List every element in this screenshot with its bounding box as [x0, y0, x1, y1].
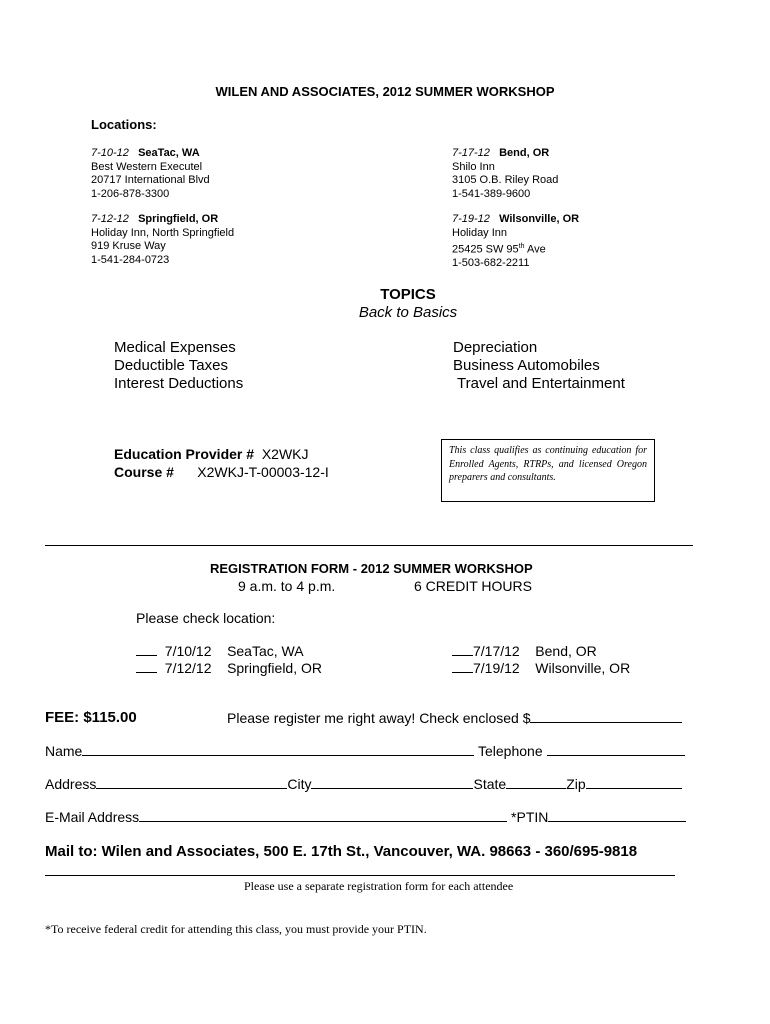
location-date: 7-12-12	[91, 213, 129, 225]
provider-line	[114, 446, 309, 462]
location-city: Springfield, OR	[138, 213, 219, 225]
location-springfield	[91, 213, 234, 267]
location-venue: Holiday Inn	[452, 226, 508, 239]
registration-hours: 9 a.m. to 4 p.m.	[238, 578, 336, 594]
checkbox-blank[interactable]	[452, 660, 473, 673]
name-row	[45, 743, 685, 759]
location-date: 7-10-12	[91, 147, 129, 159]
location-seatac	[91, 147, 210, 201]
registration-heading: REGISTRATION FORM - 2012 SUMMER WORKSHOP	[210, 561, 533, 576]
course-label: Course #	[114, 464, 174, 480]
location-address: 3105 O.B. Riley Road	[452, 174, 559, 186]
option-date: 7/10/12	[164, 643, 212, 659]
checkbox-blank[interactable]	[452, 643, 473, 656]
location-address: 919 Kruse Way	[91, 240, 166, 252]
check-enclosed-line	[227, 710, 682, 726]
locations-heading: Locations:	[91, 117, 157, 132]
location-phone: 1-541-284-0723	[91, 253, 170, 266]
address-row	[45, 776, 682, 792]
separate-form-note: Please use a separate registration form for each attendee	[244, 879, 514, 893]
option-city: SeaTac, WA	[227, 643, 304, 659]
location-city: Wilsonville, OR	[499, 213, 580, 225]
divider	[45, 545, 693, 546]
location-city: Bend, OR	[499, 147, 550, 159]
state-field[interactable]	[506, 776, 566, 789]
register-text: Please register me right away! Check enclosed $	[227, 710, 531, 726]
topic-item: Depreciation	[453, 339, 538, 356]
option-date: 7/19/12	[473, 660, 520, 676]
topics-right-list	[453, 339, 625, 393]
continuing-education-note: This class qualifies as continuing education for Enrolled Agents, RTRPs, and licensed Oregon preparers and consultants.	[441, 439, 655, 502]
checkbox-blank[interactable]	[136, 660, 157, 673]
name-label: Name	[45, 743, 83, 759]
option-city: Springfield, OR	[227, 660, 322, 676]
option-city: Wilsonville, OR	[535, 660, 631, 676]
topic-item: Interest Deductions	[114, 375, 244, 392]
option-seatac[interactable]	[136, 643, 304, 659]
location-address: 25425 SW 95th Ave	[452, 243, 546, 256]
email-label: E-Mail Address	[45, 809, 140, 825]
location-city: SeaTac, WA	[138, 147, 200, 159]
check-location-label: Please check location:	[136, 610, 276, 626]
location-phone: 1-206-878-3300	[91, 187, 170, 200]
option-wilsonville[interactable]	[452, 660, 630, 676]
option-springfield[interactable]	[136, 660, 322, 676]
zip-label: Zip	[566, 776, 586, 792]
topic-item: Deductible Taxes	[114, 357, 228, 374]
location-venue: Shilo Inn	[452, 160, 495, 173]
address-field[interactable]	[96, 776, 287, 789]
topic-item: Medical Expenses	[114, 339, 236, 356]
provider-label: Education Provider #	[114, 446, 255, 462]
checkbox-blank[interactable]	[136, 643, 157, 656]
check-amount-field[interactable]	[530, 710, 682, 723]
location-date: 7-19-12	[452, 213, 490, 225]
location-venue: Best Western Executel	[91, 160, 203, 173]
zip-field[interactable]	[586, 776, 682, 789]
page-title: WILEN AND ASSOCIATES, 2012 SUMMER WORKSHOP	[215, 84, 555, 99]
state-label: State	[473, 776, 507, 792]
topics-heading: TOPICS	[380, 286, 436, 303]
ptin-label: *PTIN	[511, 809, 549, 825]
location-date: 7-17-12	[452, 147, 490, 159]
city-label: City	[287, 776, 312, 792]
course-value: X2WKJ-T-00003-12-I	[197, 464, 329, 480]
location-address: 20717 International Blvd	[91, 174, 210, 186]
divider	[45, 875, 675, 876]
fee-label: FEE: $115.00	[45, 709, 137, 726]
location-wilsonville	[452, 213, 579, 271]
provider-value: X2WKJ	[261, 446, 309, 462]
location-phone: 1-541-389-9600	[452, 187, 531, 200]
option-city: Bend, OR	[535, 643, 597, 659]
option-bend[interactable]	[452, 643, 597, 659]
topic-item: Travel and Entertainment	[457, 375, 625, 392]
ptin-footnote: *To receive federal credit for attending this class, you must provide your PTIN.	[45, 922, 427, 936]
topic-item: Business Automobiles	[453, 357, 600, 374]
option-date: 7/17/12	[473, 643, 520, 659]
registration-credits: 6 CREDIT HOURS	[414, 578, 532, 594]
city-field[interactable]	[311, 776, 473, 789]
telephone-label: Telephone	[478, 743, 543, 759]
topics-left-list	[114, 339, 243, 393]
topics-subheading: Back to Basics	[358, 304, 458, 321]
ptin-field[interactable]	[548, 809, 686, 822]
telephone-field[interactable]	[547, 743, 685, 756]
email-row	[45, 809, 686, 825]
mail-to-address: Mail to: Wilen and Associates, 500 E. 17th St., Vancouver, WA. 98663 - 360/695-9818	[45, 843, 638, 860]
location-venue: Holiday Inn, North Springfield	[91, 226, 235, 239]
option-date: 7/12/12	[164, 660, 212, 676]
name-field[interactable]	[82, 743, 474, 756]
course-line	[114, 464, 329, 480]
location-bend	[452, 147, 558, 201]
address-label: Address	[45, 776, 97, 792]
email-field[interactable]	[139, 809, 507, 822]
location-phone: 1-503-682-2211	[452, 257, 530, 270]
